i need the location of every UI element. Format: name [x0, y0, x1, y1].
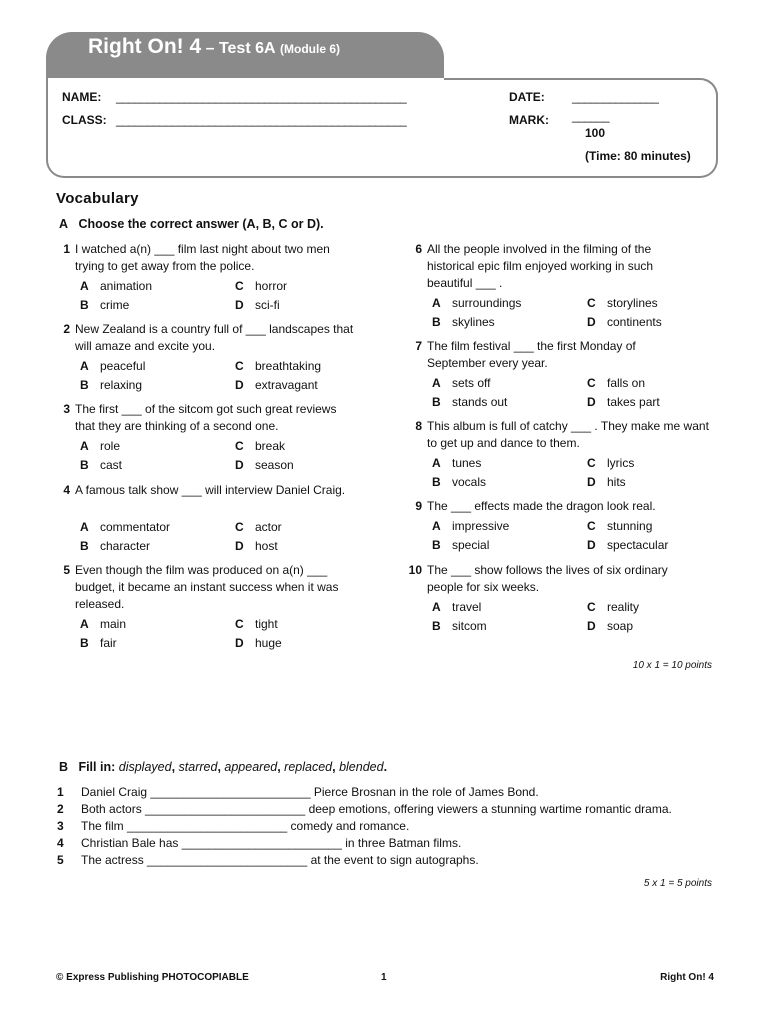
answer-blank[interactable]: ________________________: [181, 836, 342, 850]
option-d[interactable]: D host: [235, 539, 278, 553]
fill-item-2: 2 Both actors ________________________ deep emotions, offering viewers a stunning wartime romantic drama.: [57, 802, 672, 816]
option-a[interactable]: A tunes: [432, 456, 482, 470]
info-box-corner: [680, 78, 718, 116]
fill-item-3: 3 The film ________________________ comedy and romance.: [57, 819, 410, 833]
word-appeared: appeared: [224, 760, 278, 774]
info-box-border: [444, 78, 698, 80]
fill-item-5: 5 The actress ________________________ at the event to sign autographs.: [57, 853, 479, 867]
option-c[interactable]: C storylines: [587, 296, 658, 310]
answer-blank[interactable]: ________________________: [147, 853, 308, 867]
section-b-instruction: B Fill in: displayed, starred, appeared, replaced, blended.: [59, 760, 388, 774]
option-d[interactable]: D continents: [587, 315, 662, 329]
option-a[interactable]: A role: [80, 439, 121, 453]
option-b[interactable]: B fair: [80, 636, 117, 650]
option-b[interactable]: B skylines: [432, 315, 495, 329]
option-a[interactable]: A commentator: [80, 520, 171, 534]
name-label: NAME:: [62, 90, 102, 104]
footer-book-title: Right On! 4: [660, 972, 714, 983]
section-b-points: 5 x 1 = 5 points: [643, 878, 712, 889]
option-d[interactable]: D extravagant: [235, 378, 318, 392]
option-c[interactable]: C falls on: [587, 376, 646, 390]
option-c[interactable]: C reality: [587, 600, 640, 614]
option-a[interactable]: A peaceful: [80, 359, 146, 373]
option-c[interactable]: C actor: [235, 520, 282, 534]
option-d[interactable]: D season: [235, 458, 294, 472]
class-field[interactable]: _______________________________________________: [116, 113, 407, 127]
option-a[interactable]: A travel: [432, 600, 482, 614]
option-d[interactable]: D hits: [587, 475, 626, 489]
option-c[interactable]: C break: [235, 439, 286, 453]
option-b[interactable]: B stands out: [432, 395, 508, 409]
option-c[interactable]: C lyrics: [587, 456, 635, 470]
option-b[interactable]: B cast: [80, 458, 123, 472]
fill-item-4: 4 Christian Bale has ________________________ in three Batman films.: [57, 836, 462, 850]
fill-item-1: 1 Daniel Craig ________________________ Pierce Brosnan in the role of James Bond.: [57, 785, 539, 799]
answer-blank[interactable]: ________________________: [145, 802, 306, 816]
section-title: Vocabulary: [56, 190, 139, 207]
option-d[interactable]: D huge: [235, 636, 282, 650]
option-d[interactable]: D sci-fi: [235, 298, 280, 312]
option-b[interactable]: B character: [80, 539, 151, 553]
option-d[interactable]: D soap: [587, 619, 634, 633]
section-a-instruction: A Choose the correct answer (A, B, C or D).: [59, 217, 324, 231]
option-a[interactable]: A animation: [80, 279, 153, 293]
option-b[interactable]: B vocals: [432, 475, 487, 489]
page-number: 1: [381, 972, 387, 983]
test-title: Right On! 4 – Test 6A (Module 6): [88, 35, 341, 58]
name-field[interactable]: _______________________________________________: [116, 90, 407, 104]
mark-field[interactable]: ______: [572, 109, 610, 123]
word-replaced: replaced: [284, 760, 333, 774]
word-blended: blended: [339, 760, 384, 774]
option-b[interactable]: B sitcom: [432, 619, 487, 633]
answer-blank[interactable]: ________________________: [127, 819, 288, 833]
option-c[interactable]: C stunning: [587, 519, 653, 533]
time-allowed: (Time: 80 minutes): [585, 149, 691, 163]
class-label: CLASS:: [62, 113, 107, 127]
option-c[interactable]: C tight: [235, 617, 278, 631]
option-b[interactable]: B special: [432, 538, 490, 552]
option-c[interactable]: C horror: [235, 279, 288, 293]
word-displayed: displayed: [118, 760, 172, 774]
option-d[interactable]: D spectacular: [587, 538, 669, 552]
option-b[interactable]: B relaxing: [80, 378, 143, 392]
option-a[interactable]: A main: [80, 617, 127, 631]
mark-total: 100: [585, 126, 606, 140]
answer-blank[interactable]: ________________________: [150, 785, 311, 799]
mark-label: MARK:: [509, 113, 549, 127]
date-label: DATE:: [509, 90, 545, 104]
section-a-points: 10 x 1 = 10 points: [632, 660, 712, 671]
option-b[interactable]: B crime: [80, 298, 130, 312]
option-a[interactable]: A surroundings: [432, 296, 522, 310]
option-a[interactable]: A impressive: [432, 519, 510, 533]
option-d[interactable]: D takes part: [587, 395, 660, 409]
option-c[interactable]: C breathtaking: [235, 359, 322, 373]
date-field[interactable]: ______________: [572, 90, 659, 104]
word-starred: starred: [178, 760, 218, 774]
option-a[interactable]: A sets off: [432, 376, 491, 390]
footer-copyright: © Express Publishing PHOTOCOPIABLE: [56, 972, 249, 983]
